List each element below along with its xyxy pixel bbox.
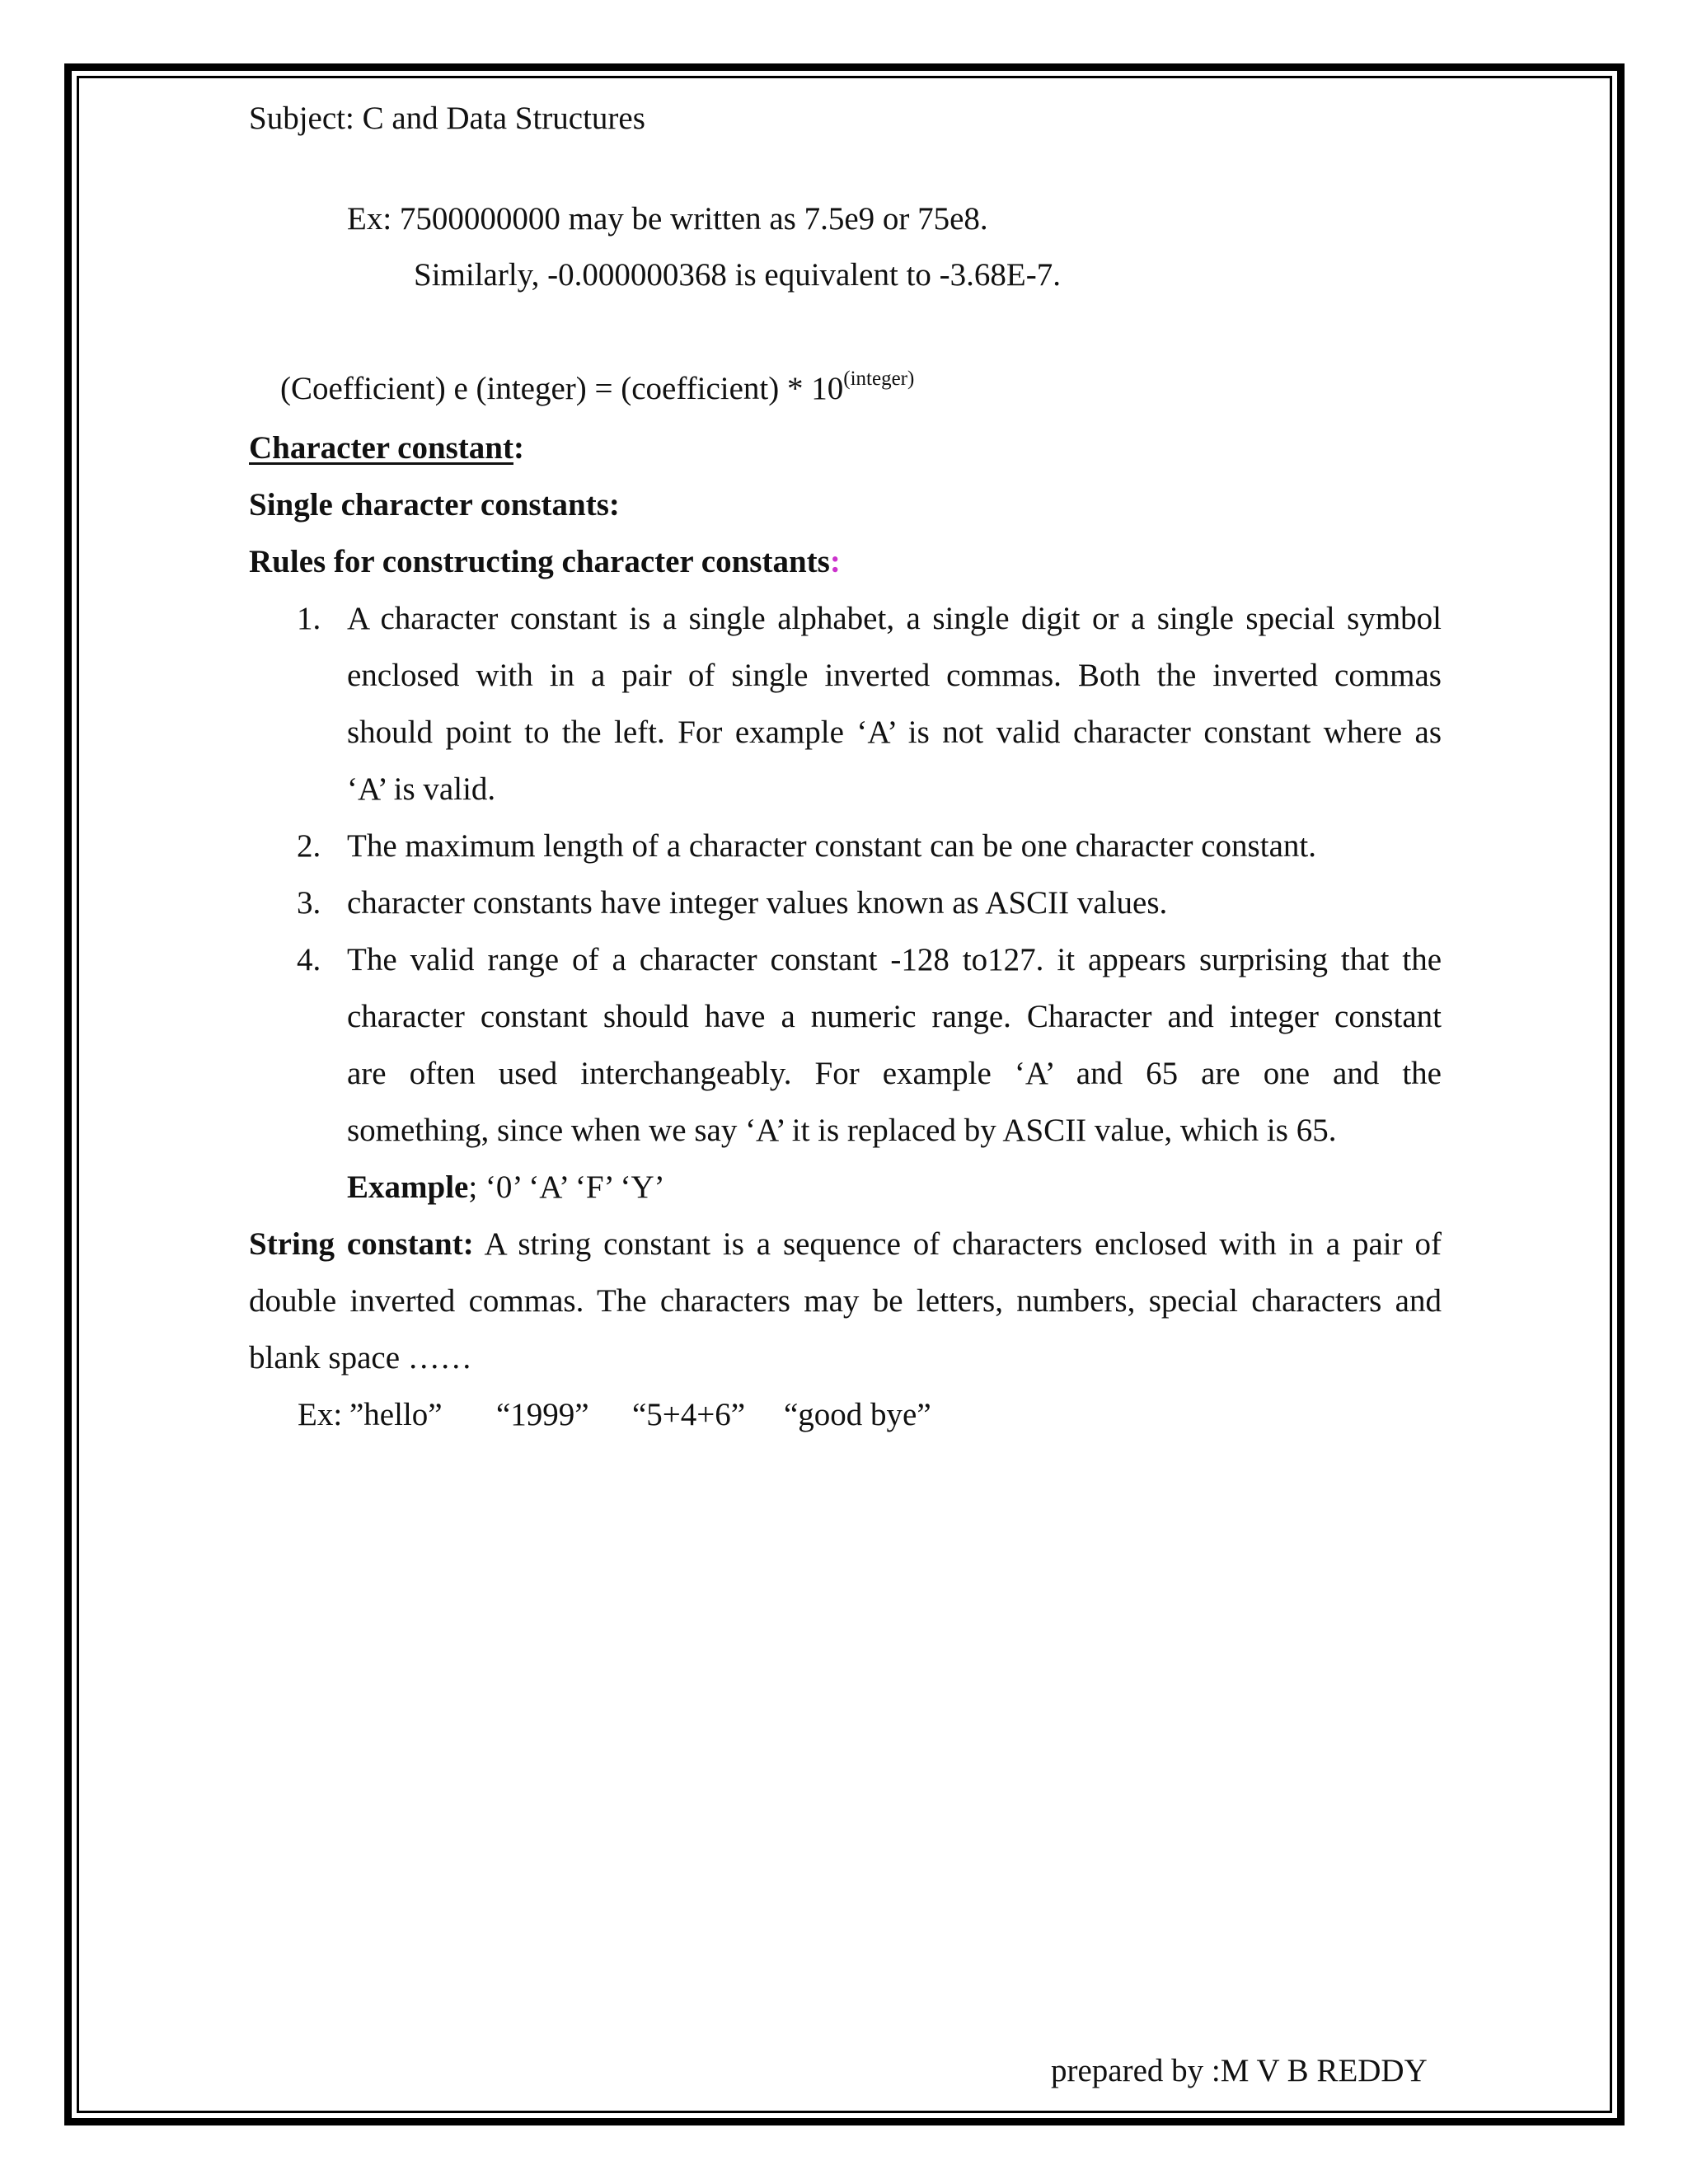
heading-single-character-constants: Single character constants: xyxy=(249,487,620,523)
subject-header: Subject: C and Data Structures xyxy=(249,101,645,136)
rule-number-4: 4. xyxy=(297,942,321,977)
rule-4-line-4: something, since when we say ‘A’ it is replaced by ASCII value, which is 65. xyxy=(347,1113,1337,1148)
rule-1-line-2: enclosed with in a pair of single inverted commas. Both the inverted commas xyxy=(347,658,1442,693)
rule-1-line-3: should point to the left. For example ‘A’ is not valid character constant where as xyxy=(347,715,1442,750)
string-constant-line-1-text: A string constant is a sequence of characters enclosed with in a pair of xyxy=(484,1226,1442,1262)
rule-1-line-4: ‘A’ is valid. xyxy=(347,771,496,807)
heading-rules-colon: : xyxy=(829,544,841,579)
string-example-1: ”hello” xyxy=(349,1397,443,1432)
string-example-4: “good bye” xyxy=(784,1397,931,1432)
heading-character-constant-text: Character constant xyxy=(249,430,513,466)
string-example-3: “5+4+6” xyxy=(632,1397,746,1432)
string-constant-line-1 xyxy=(249,1228,1442,1260)
string-constant-line-2: double inverted commas. The characters may be letters, numbers, special characters and xyxy=(249,1283,1442,1319)
string-example-2: “1999” xyxy=(496,1397,589,1432)
formula-superscript: (integer) xyxy=(843,368,915,390)
string-examples xyxy=(298,1399,342,1431)
exponent-example-2: Similarly, -0.000000368 is equivalent to -3.68E-7. xyxy=(414,257,1061,293)
character-example-text: ; ‘0’ ‘A’ ‘F’ ‘Y’ xyxy=(468,1169,665,1205)
character-example xyxy=(347,1171,665,1203)
footer-prepared-by: prepared by :M V B REDDY xyxy=(1051,2053,1428,2088)
rule-number-3: 3. xyxy=(297,885,321,921)
rule-3-line-1: character constants have integer values known as ASCII values. xyxy=(347,885,1168,921)
rule-2-line-1: The maximum length of a character constant can be one character constant. xyxy=(347,828,1316,864)
rule-1-line-1: A character constant is a single alphabet, a single digit or a single special symbol xyxy=(347,601,1442,636)
string-constant-line-3: blank space …… xyxy=(249,1340,472,1376)
exponent-formula xyxy=(280,368,915,406)
heading-rules xyxy=(249,546,841,578)
string-constant-label: String constant: xyxy=(249,1226,474,1262)
formula-main: (Coefficient) e (integer) = (coefficient) * 10 xyxy=(280,371,844,406)
character-example-label: Example xyxy=(347,1169,469,1205)
heading-character-constant-colon: : xyxy=(513,430,524,466)
rule-4-line-1: The valid range of a character constant -128 to127. it appears surprising that the xyxy=(347,942,1442,977)
heading-character-constant xyxy=(249,432,524,464)
exponent-example-1: Ex: 7500000000 may be written as 7.5e9 or 75e8. xyxy=(347,201,988,237)
rule-4-line-3: are often used interchangeably. For example ‘A’ and 65 are one and the xyxy=(347,1056,1442,1091)
string-examples-prefix: Ex: xyxy=(298,1397,343,1432)
rule-number-2: 2. xyxy=(297,828,321,864)
heading-rules-text: Rules for constructing character constants xyxy=(249,544,830,579)
rule-number-1: 1. xyxy=(297,601,321,636)
rule-4-line-2: character constant should have a numeric range. Character and integer constant xyxy=(347,999,1442,1034)
